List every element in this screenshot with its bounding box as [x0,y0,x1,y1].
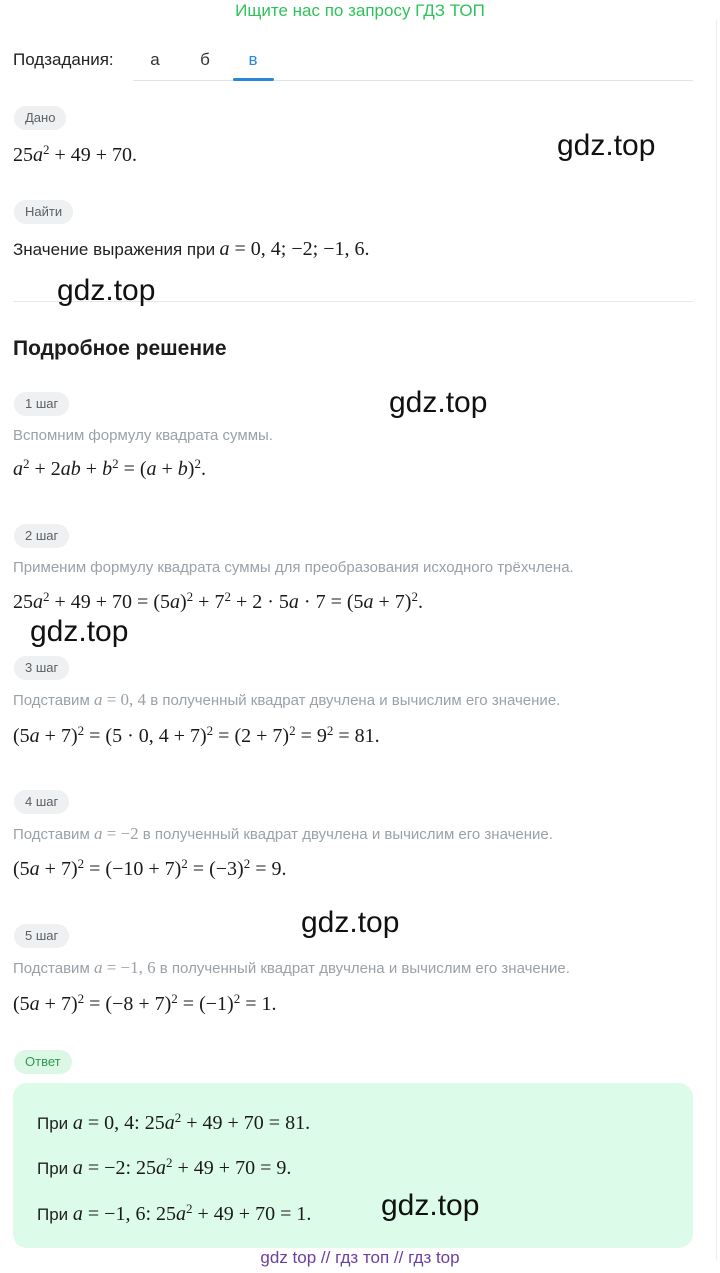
step-3-desc-math: a = 0, 4 [93,690,147,709]
given-pill-wrap [14,106,66,130]
tab-b[interactable]: б [200,50,210,69]
watermark: gdz.top [57,274,156,307]
step-4-desc-after: в полученный квадрат двучлена и вычислим его значение. [142,826,553,843]
step-3-formula: $(5a + 7)^2 = (5 \cdot 0$, $4 + 7)^2 = (2 + 7)^2 = 9^2 = 81$. [13,722,380,747]
tabs-baseline [133,80,693,81]
answer-line-3-math: a = −1, 6: $25a^2 + 49 + 70 = 1$. [72,1200,312,1225]
step-5-desc-before: Подставим [13,960,90,977]
step-5-description [13,958,570,978]
answer-line-2-math: a = −2: $25a^2 + 49 + 70 = 9$. [72,1154,292,1179]
step-3-desc-before: Подставим [13,692,90,709]
step-2-pill-wrap [14,524,69,548]
find-values: a = 0, 4; −2; −1, 6. [219,238,370,260]
step-4-formula: $(5a + 7)^2 = (-10 + 7)^2 = (-3)^2 = 9$. [13,855,287,880]
tab-a[interactable]: а [150,50,160,69]
answer-line-2 [37,1154,292,1180]
given-pill: Дано [14,106,66,130]
watermark: gdz.top [389,386,488,419]
step-2-formula: $25a^2 + 49 + 70 = (5a)^2 + 7^2 + 2 \cdot 5a \cdot 7 = (5a + 7)^2$. [13,588,423,613]
find-text: Значение выражения при [13,240,216,259]
find-pill: Найти [14,200,73,224]
given-expression: $25a^2 + 49 + 70$. [13,141,138,166]
step-4-pill-wrap [14,790,69,814]
step-3-pill: 3 шаг [14,656,69,680]
watermark: gdz.top [301,906,400,939]
find-row [13,238,369,261]
answer-line-1-math: a = 0, 4: $25a^2 + 49 + 70 = 81$. [72,1109,311,1134]
step-2-pill: 2 шаг [14,524,69,548]
active-tab-indicator [233,78,274,81]
tab-v[interactable]: в [248,50,258,69]
answer-line-1-prefix: При [37,1114,69,1133]
step-5-desc-math: a = −1, 6 [93,958,156,977]
right-edge-rule [716,20,717,1260]
step-3-desc-after: в полученный квадрат двучлена и вычислим его значение. [150,692,561,709]
step-5-desc-after: в полученный квадрат двучлена и вычислим его значение. [159,960,570,977]
step-3-pill-wrap [14,656,69,680]
watermark: gdz.top [381,1189,480,1222]
answer-pill: Ответ [14,1050,72,1074]
step-4-desc-math: a = −2 [93,824,139,843]
step-2-description: Применим формулу квадрата суммы для преобразования исходного трёхчлена. [13,559,574,576]
answer-line-3-prefix: При [37,1205,69,1224]
solution-title: Подробное решение [13,337,227,360]
step-1-pill: 1 шаг [14,392,69,416]
watermark: gdz.top [557,129,656,162]
subtasks-label: Подзадания: [13,50,114,69]
step-4-pill: 4 шаг [14,790,69,814]
step-5-formula: $(5a + 7)^2 = (-8 + 7)^2 = (-1)^2 = 1$. [13,990,277,1015]
search-banner: Ищите нас по запросу ГДЗ ТОП [235,1,485,20]
step-4-description [13,824,553,844]
find-pill-wrap [14,200,73,224]
step-3-description [13,690,560,710]
answer-pill-wrap [14,1050,72,1074]
answer-line-3 [37,1200,312,1226]
step-5-pill: 5 шаг [14,924,69,948]
step-1-formula: $a^2 + 2ab + b^2 = (a + b)^2$. [13,455,206,480]
watermark: gdz.top [30,615,129,648]
step-1-pill-wrap [14,392,69,416]
footer-links[interactable]: gdz top // гдз топ // гдз top [260,1248,460,1267]
step-1-description: Вспомним формулу квадрата суммы. [13,427,273,444]
step-4-desc-before: Подставим [13,826,90,843]
step-5-pill-wrap [14,924,69,948]
answer-line-2-prefix: При [37,1159,69,1178]
answer-line-1 [37,1109,311,1135]
